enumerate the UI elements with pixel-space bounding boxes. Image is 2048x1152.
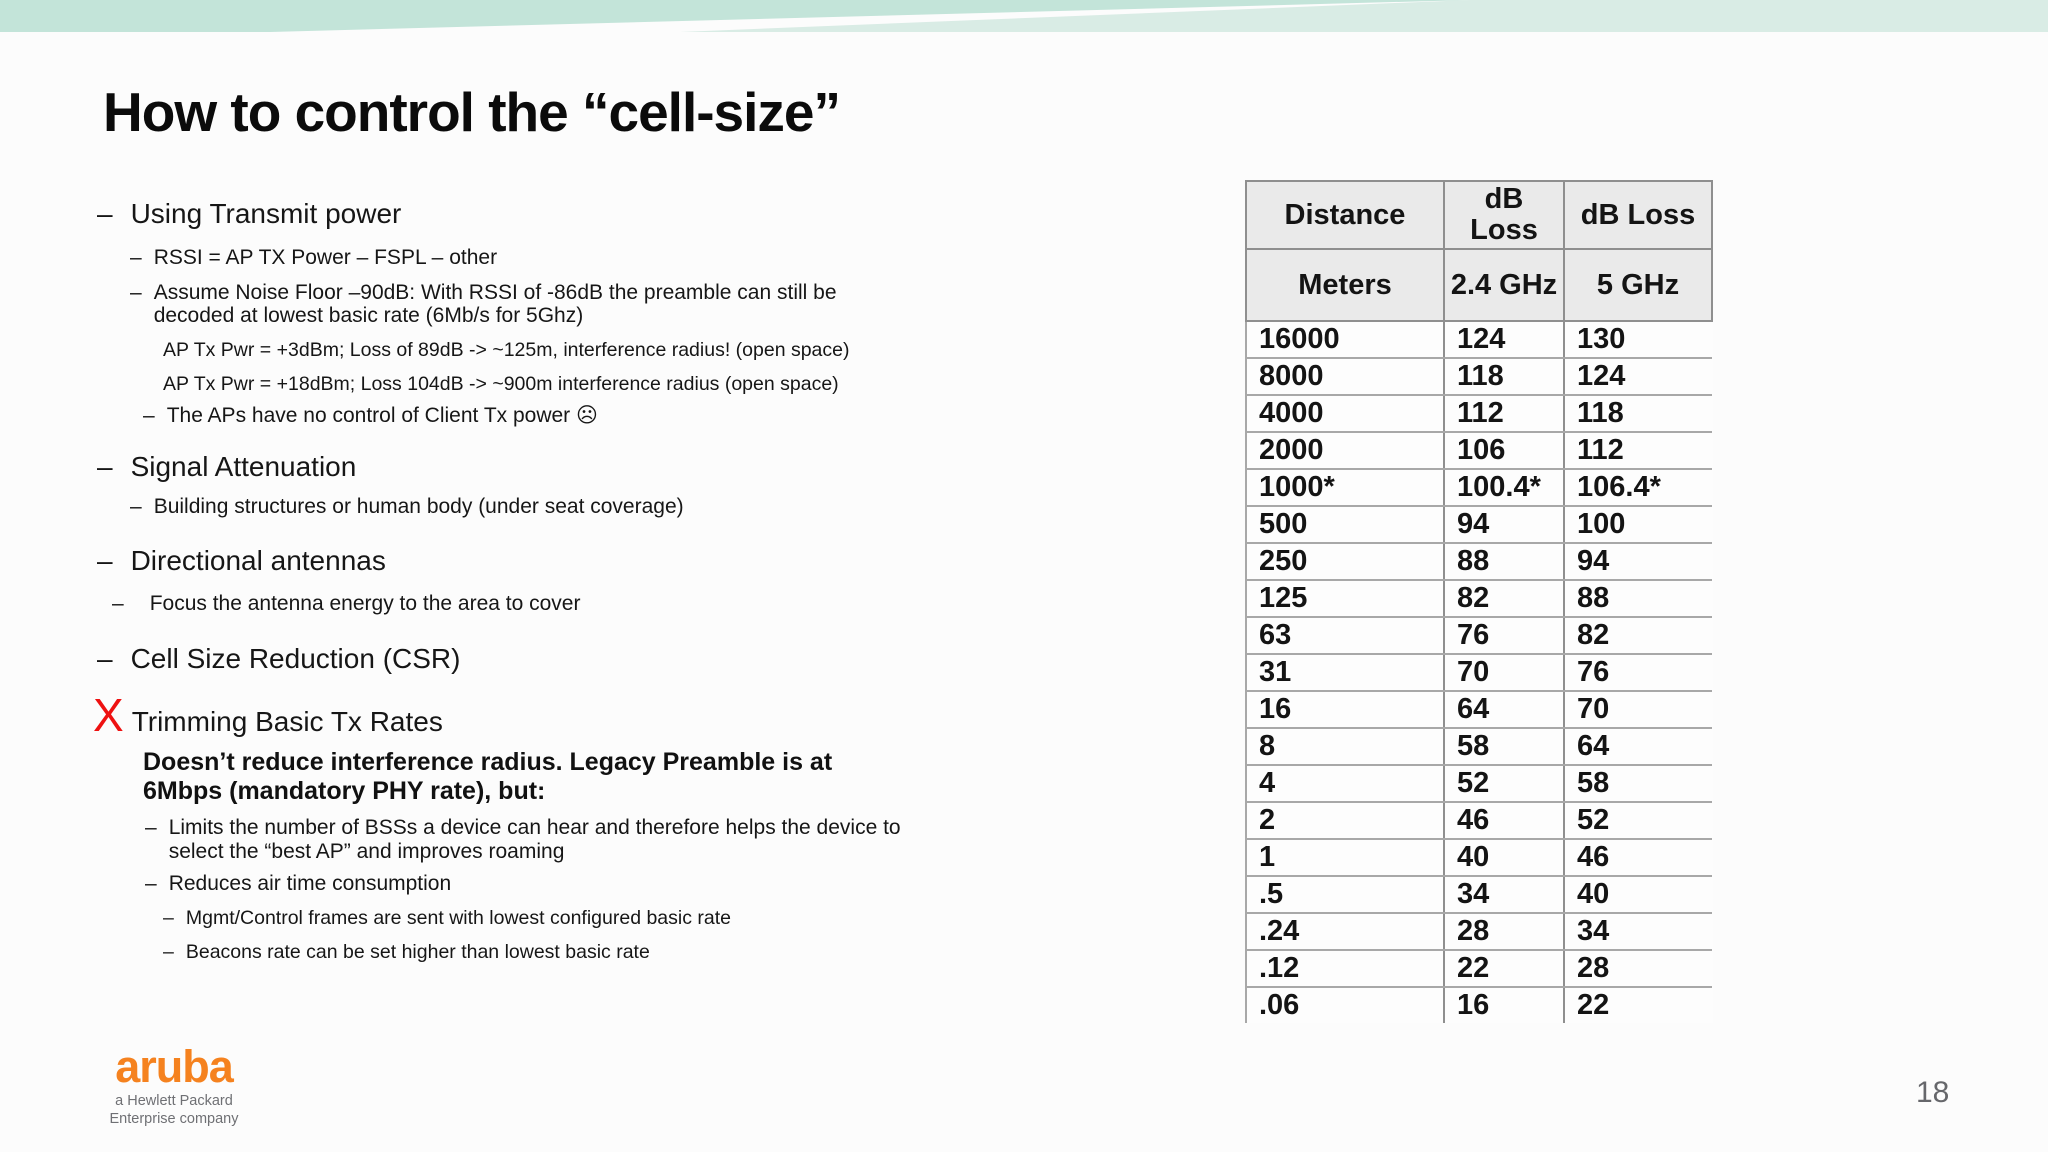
table-cell: 1 [1246, 839, 1444, 876]
table-cell: 2 [1246, 802, 1444, 839]
bullet-text: Building structures or human body (under seat coverage) [153, 495, 684, 518]
table-header-row-2 [1246, 249, 1712, 321]
table-cell: .06 [1246, 987, 1444, 1023]
bullet-dash: – [130, 246, 142, 269]
aruba-wordmark: aruba [115, 1041, 233, 1092]
table-row [1246, 321, 1712, 358]
table-cell: 16000 [1246, 321, 1444, 358]
table-header-row-1 [1246, 181, 1712, 249]
table-row [1246, 432, 1712, 469]
table-cell: 106.4* [1564, 469, 1712, 506]
table-cell: 82 [1564, 617, 1712, 654]
bullet-noise-floor [130, 281, 854, 327]
bullet-text: Beacons rate can be set higher than lowest basic rate [185, 941, 650, 963]
bullet-text: Cell Size Reduction (CSR) [130, 643, 461, 674]
bullet-text: Assume Noise Floor –90dB: With RSSI of -86dB the preamble can still be decoded at lowest basic rate (6Mb/s for 5Ghz) [153, 281, 837, 327]
bullet-beacons-rate [163, 941, 650, 963]
bullet-dash: – [97, 451, 113, 482]
bullet-dash: – [97, 643, 113, 674]
table-cell: 118 [1444, 358, 1564, 395]
table-cell: 70 [1564, 691, 1712, 728]
table-row [1246, 469, 1712, 506]
bullet-dash: – [130, 281, 142, 304]
bullet-dash: – [112, 592, 124, 615]
table-row [1246, 876, 1712, 913]
table-row [1246, 765, 1712, 802]
table-cell: 4000 [1246, 395, 1444, 432]
table-cell: 124 [1564, 358, 1712, 395]
table-cell: 250 [1246, 543, 1444, 580]
table-cell: 34 [1444, 876, 1564, 913]
table-cell: 82 [1444, 580, 1564, 617]
bullet-focus-antenna-energy [112, 592, 580, 615]
bullet-text: Focus the antenna energy to the area to cover [149, 592, 581, 615]
table-cell: 16 [1246, 691, 1444, 728]
bullet-reduces-airtime [145, 872, 451, 895]
table-row [1246, 395, 1712, 432]
table-cell: 63 [1246, 617, 1444, 654]
table-cell: 2000 [1246, 432, 1444, 469]
table-cell: 112 [1444, 395, 1564, 432]
table-cell: 64 [1444, 691, 1564, 728]
bullet-text: AP Tx Pwr = +3dBm; Loss of 89dB -> ~125m, interference radius! (open space) [163, 339, 850, 361]
bullet-text: RSSI = AP TX Power – FSPL – other [153, 246, 498, 269]
x-marker: X [93, 689, 124, 741]
bullet-dash: – [130, 495, 142, 518]
bullet-building-structures [130, 495, 684, 518]
table-row [1246, 654, 1712, 691]
rf-loss-table-body [1246, 321, 1712, 1023]
top-decoration-band [0, 0, 2048, 32]
table-cell: 16 [1444, 987, 1564, 1023]
table-cell: 88 [1564, 580, 1712, 617]
table-cell: 100.4* [1444, 469, 1564, 506]
bullet-cell-size-reduction [97, 643, 460, 675]
bullet-text: Limits the number of BSSs a device can hear and therefore helps the device to select the “best AP” and improves roaming [168, 816, 901, 863]
table-row [1246, 543, 1712, 580]
table-cell: 40 [1444, 839, 1564, 876]
bullet-text: Mgmt/Control frames are sent with lowest configured basic rate [185, 907, 732, 929]
table-row [1246, 802, 1712, 839]
table-header-cell-dbloss-1: dB Loss [1444, 181, 1564, 249]
table-cell: 34 [1564, 913, 1712, 950]
bullet-limits-bsss [145, 816, 914, 864]
table-cell: 76 [1444, 617, 1564, 654]
bullet-dash: – [163, 907, 174, 929]
bullet-trimming-basic-tx-rates [93, 689, 443, 741]
table-row [1246, 728, 1712, 765]
table-row [1246, 913, 1712, 950]
table-cell: 8 [1246, 728, 1444, 765]
bullet-dash: – [163, 941, 174, 963]
table-cell: 500 [1246, 506, 1444, 543]
table-cell: 28 [1564, 950, 1712, 987]
table-cell: 124 [1444, 321, 1564, 358]
table-cell: 58 [1444, 728, 1564, 765]
bullet-dash: – [145, 816, 157, 839]
table-cell: 94 [1564, 543, 1712, 580]
table-cell: 118 [1564, 395, 1712, 432]
table-cell: 112 [1564, 432, 1712, 469]
bullet-ap-tx-3dbm [163, 339, 849, 361]
table-cell: .12 [1246, 950, 1444, 987]
table-cell: 46 [1444, 802, 1564, 839]
bullet-dash: – [143, 404, 155, 427]
bullet-text: AP Tx Pwr = +18dBm; Loss 104dB -> ~900m interference radius (open space) [163, 373, 839, 395]
table-cell: 130 [1564, 321, 1712, 358]
slide-title: How to control the “cell-size” [103, 81, 841, 143]
bullet-rssi-formula [130, 246, 497, 269]
table-cell: 70 [1444, 654, 1564, 691]
rf-path-loss-table [1245, 180, 1713, 1023]
hpe-tagline-line1: a Hewlett Packard [115, 1093, 233, 1109]
table-cell: .5 [1246, 876, 1444, 913]
bullet-no-client-tx-control [143, 404, 598, 427]
table-cell: 100 [1564, 506, 1712, 543]
table-cell: 58 [1564, 765, 1712, 802]
table-cell: .24 [1246, 913, 1444, 950]
table-row [1246, 617, 1712, 654]
table-row [1246, 691, 1712, 728]
bullet-directional-antennas [97, 545, 386, 577]
table-cell: 46 [1564, 839, 1712, 876]
table-row [1246, 358, 1712, 395]
table-header-cell-5ghz: 5 GHz [1564, 249, 1712, 321]
bullet-mgmt-control-frames [163, 907, 731, 929]
bullet-using-transmit-power [97, 198, 401, 230]
page-number: 18 [1916, 1076, 1950, 1109]
table-cell: 52 [1564, 802, 1712, 839]
aruba-logo [98, 1041, 250, 1128]
table-cell: 125 [1246, 580, 1444, 617]
table-header-cell-meters: Meters [1246, 249, 1444, 321]
table-header-cell-dbloss-2: dB Loss [1564, 181, 1712, 249]
bullet-text: Directional antennas [130, 545, 386, 576]
table-cell: 22 [1444, 950, 1564, 987]
table-cell: 8000 [1246, 358, 1444, 395]
table-header-cell-24ghz: 2.4 GHz [1444, 249, 1564, 321]
bullet-dash: – [97, 198, 113, 229]
table-row [1246, 950, 1712, 987]
table-cell: 22 [1577, 989, 1610, 1021]
bullet-note-interference-radius: Doesn’t reduce interference radius. Legacy Preamble is at 6Mbps (mandatory PHY rate), but: [143, 748, 833, 805]
bullet-text: Using Transmit power [130, 198, 402, 229]
table-row [1246, 987, 1712, 1023]
table-cell: 94 [1444, 506, 1564, 543]
table-cell: 40 [1564, 876, 1712, 913]
table-cell: 31 [1246, 654, 1444, 691]
table-row [1246, 506, 1712, 543]
bullet-dash: – [145, 872, 157, 895]
bullet-text: Reduces air time consumption [168, 872, 452, 895]
table-cell: 1000* [1246, 469, 1444, 506]
bullet-signal-attenuation [97, 451, 356, 483]
table-cell: 28 [1444, 913, 1564, 950]
bullet-ap-tx-18dbm [163, 373, 839, 395]
bullet-text: The APs have no control of Client Tx power ☹ [166, 404, 598, 427]
table-cell: 106 [1444, 432, 1564, 469]
table-cell: 52 [1444, 765, 1564, 802]
table-cell: 76 [1564, 654, 1712, 691]
bullet-text: Signal Attenuation [130, 451, 357, 482]
bullet-dash: – [97, 545, 113, 576]
bullet-text: Trimming Basic Tx Rates [131, 706, 443, 737]
table-row [1246, 839, 1712, 876]
table-cell: 64 [1564, 728, 1712, 765]
table-cell: 4 [1246, 765, 1444, 802]
hpe-tagline-line2: Enterprise company [109, 1111, 239, 1127]
table-header-cell-distance: Distance [1246, 181, 1444, 249]
table-row [1246, 580, 1712, 617]
table-cell: 88 [1444, 543, 1564, 580]
hpe-tagline [98, 1092, 250, 1128]
